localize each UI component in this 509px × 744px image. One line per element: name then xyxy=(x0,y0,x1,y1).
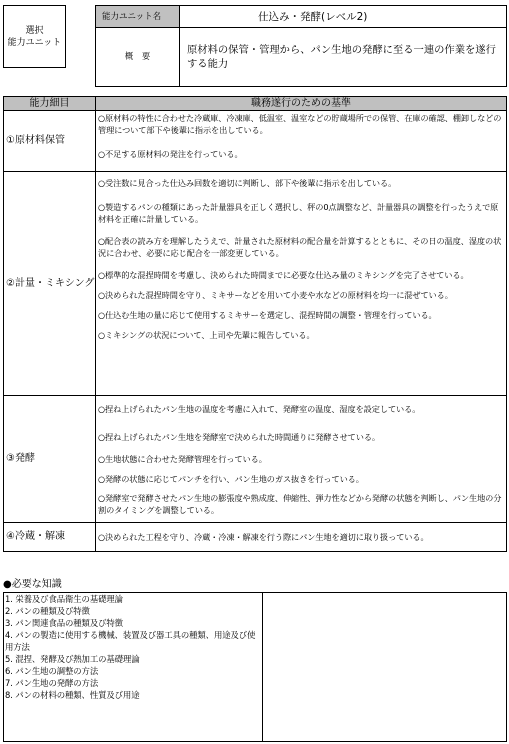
selected-label-line2: 能力ユニット xyxy=(7,37,62,48)
detail-cell-row-1 xyxy=(3,110,96,172)
criteria-item: ○製造するパンの種類にあった計量器具を正しく選択し、秤の0点調整など、計量器具の調整を行ったうえで原材料を正確に計量している。 xyxy=(98,202,499,224)
selected-unit-label-cell xyxy=(3,5,66,68)
criteria-item: ○受注数に見合った仕込み回数を適切に判断し、部下や後輩に指示を出している。 xyxy=(98,178,397,188)
criteria-item: ○捏ね上げられたパン生地の温度を考慮に入れて、発酵室の温度、湿度を設定している。 xyxy=(98,404,421,414)
selected-label-line1: 選択 xyxy=(25,25,44,36)
criteria-item: ○捏ね上げられたパン生地を発酵室で決められた時間通りに発酵させている。 xyxy=(98,432,381,442)
criteria-item: ○配合表の読み方を理解したうえで、計量された原材料の配合量を計算するとともに、その日の温度、湿度の状況に合わせ、必要に応じ配合を一部変更している。 xyxy=(98,236,502,258)
knowledge-item: 2. パンの種類及び特徴 xyxy=(5,606,90,616)
criteria-item: ○原材料の特性に合わせた冷蔵庫、冷凍庫、低温室、温室などの貯蔵場所での保管、在庫の確認、棚卸しなどの管理について部下や後輩に指示を出している。 xyxy=(98,113,502,135)
column-header-criteria xyxy=(95,96,507,111)
detail-cell-row-4 xyxy=(3,522,96,552)
knowledge-divider xyxy=(262,592,263,742)
knowledge-item: 6. パン生地の調整の方法 xyxy=(5,666,99,676)
knowledge-item: 5. 混捏、発酵及び熱加工の基礎理論 xyxy=(5,654,140,664)
criteria-item: ○ミキシングの状況について、上司や先輩に報告している。 xyxy=(98,330,315,340)
detail-name: ②計量・ミキシング xyxy=(6,278,95,289)
criteria-item: ○決められた混捏時間を守り、ミキサーなどを用いて小麦や水などの原材料を均一に混ぜている。 xyxy=(98,290,453,300)
knowledge-heading-text: ●必要な知識 xyxy=(3,579,62,590)
overview-text-cell xyxy=(179,27,507,87)
detail-cell-row-3 xyxy=(3,395,96,523)
unit-name-label-cell xyxy=(95,5,180,28)
knowledge-item: 1. 栄養及び食品衛生の基礎理論 xyxy=(5,594,123,604)
unit-name-label: 能力ユニット名 xyxy=(102,11,162,22)
criteria-cell-row-2 xyxy=(95,171,507,396)
knowledge-list xyxy=(5,593,257,701)
knowledge-item: 3. パン関連食品の種類及び特徴 xyxy=(5,618,123,628)
column-header-criteria-label: 職務遂行のための基準 xyxy=(251,97,351,109)
knowledge-item: 7. パン生地の発酵の方法 xyxy=(5,678,99,688)
detail-name: ③発酵 xyxy=(6,453,35,464)
knowledge-item: 8. パンの材料の種類、性質及び用途 xyxy=(5,690,140,700)
criteria-item: ○不足する原材料の発注を行っている。 xyxy=(98,149,243,159)
criteria-item: ○発酵の状態に応じてパンチを行い、パン生地のガス抜きを行っている。 xyxy=(98,474,364,484)
criteria-item: ○決められた工程を守り、冷蔵・冷凍・解凍を行う際にパン生地を適切に取り扱っている。 xyxy=(98,532,429,542)
column-header-detail xyxy=(3,96,96,111)
unit-name-value: 仕込み・発酵(レベル2) xyxy=(258,10,368,23)
knowledge-item: 4. パンの製造に使用する機械、装置及び器工具の種類、用途及び使用方法 xyxy=(5,630,256,652)
overview-label-cell xyxy=(95,27,180,87)
detail-name: ①原材料保管 xyxy=(6,135,65,146)
knowledge-heading xyxy=(3,578,203,592)
criteria-cell-row-4 xyxy=(95,522,507,552)
criteria-item: ○標準的な混捏時間を考慮し、決められた時間までに必要な仕込み量のミキシングを完了させている。 xyxy=(98,270,469,280)
overview-text: 原材料の保管・管理から、パン生地の発酵に至る一連の作業を遂行する能力 xyxy=(187,44,496,70)
overview-label: 概 要 xyxy=(124,52,151,62)
criteria-item: ○発酵室で発酵させたパン生地の膨張度や熟成度、伸縮性、弾力性などから発酵の状態を判断し、パン生地の分割のタイミングを調整している。 xyxy=(98,493,502,515)
detail-cell-row-2 xyxy=(3,171,96,396)
criteria-item: ○生地状態に合わせた発酵管理を行っている。 xyxy=(98,454,267,464)
criteria-item: ○仕込む生地の量に応じて使用するミキサーを選定し、混捏時間の調整・管理を行っている。 xyxy=(98,310,437,320)
criteria-cell-row-3 xyxy=(95,395,507,523)
detail-name: ④冷蔵・解凍 xyxy=(6,531,65,542)
criteria-cell-row-1 xyxy=(95,110,507,172)
column-header-detail-label: 能力細目 xyxy=(29,97,70,109)
unit-name-value-cell xyxy=(179,5,507,28)
